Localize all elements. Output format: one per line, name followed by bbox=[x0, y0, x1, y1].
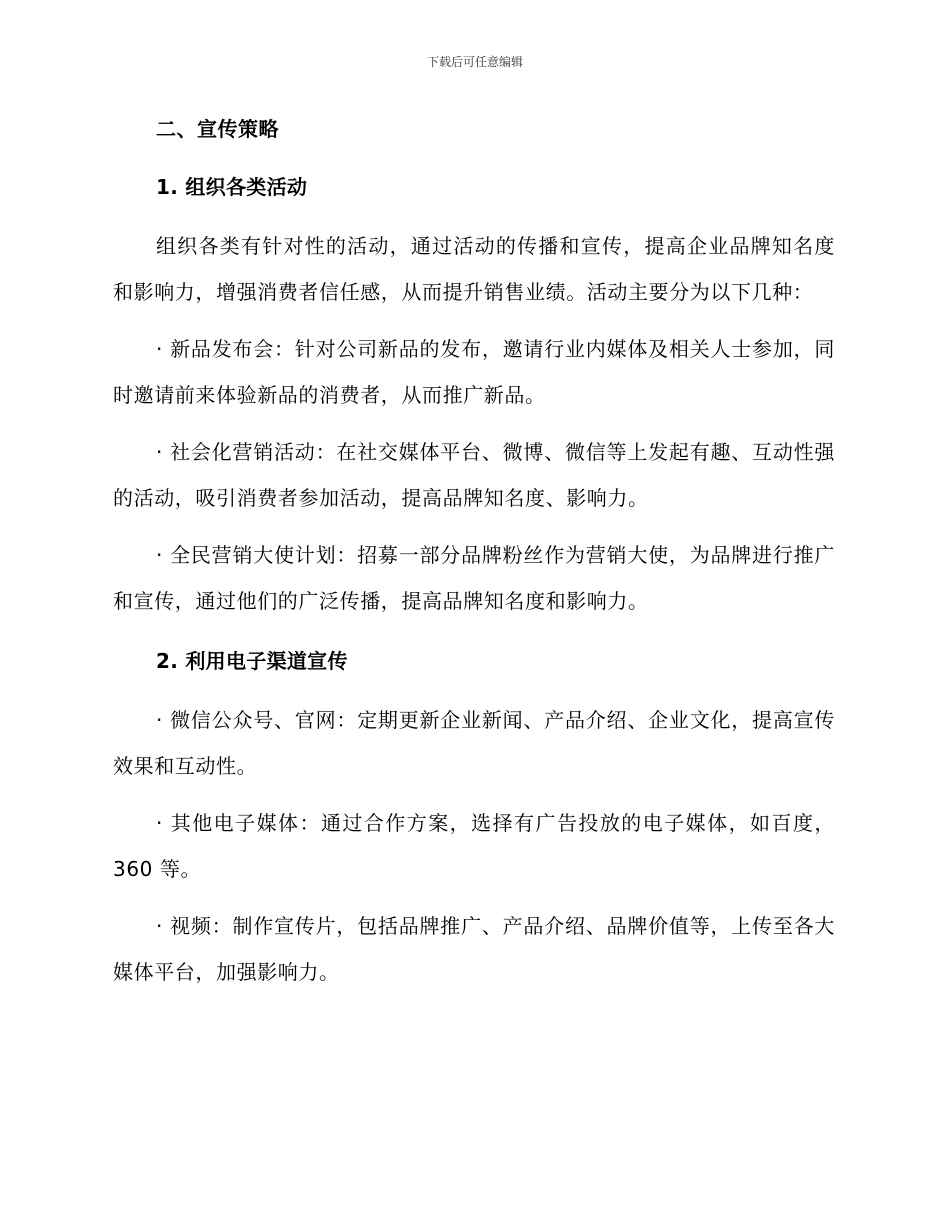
list-item-launch-event: · 新品发布会：针对公司新品的发布，邀请行业内媒体及相关人士参加，同时邀请前来体验新品的消费者，从而推广新品。 bbox=[113, 337, 835, 407]
subsection-title-activities: 1. 组织各类活动 bbox=[156, 175, 308, 199]
list-item-wechat-website: · 微信公众号、官网：定期更新企业新闻、产品介绍、企业文化，提高宣传效果和互动性。 bbox=[113, 708, 835, 778]
list-item-video: · 视频：制作宣传片，包括品牌推广、产品介绍、品牌价值等，上传至各大媒体平台，加强影响力。 bbox=[113, 914, 835, 984]
section-title: 二、宣传策略 bbox=[156, 117, 279, 141]
list-item-other-media: · 其他电子媒体：通过合作方案，选择有广告投放的电子媒体，如百度，360 等。 bbox=[113, 811, 835, 881]
header-note: 下载后可任意编辑 bbox=[426, 55, 523, 69]
document-body bbox=[113, 108, 835, 995]
intro-paragraph: 组织各类有针对性的活动，通过活动的传播和宣传，提高企业品牌知名度和影响力，增强消费者信任感，从而提升销售业绩。活动主要分为以下几种： bbox=[113, 234, 835, 304]
subsection-title-electronic-channels: 2. 利用电子渠道宣传 bbox=[156, 649, 348, 673]
list-item-social-marketing: · 社会化营销活动：在社交媒体平台、微博、微信等上发起有趣、互动性强的活动，吸引消费者参加活动，提高品牌知名度、影响力。 bbox=[113, 440, 835, 510]
list-item-ambassador-program: · 全民营销大使计划：招募一部分品牌粉丝作为营销大使，为品牌进行推广和宣传，通过他们的广泛传播，提高品牌知名度和影响力。 bbox=[113, 543, 835, 613]
